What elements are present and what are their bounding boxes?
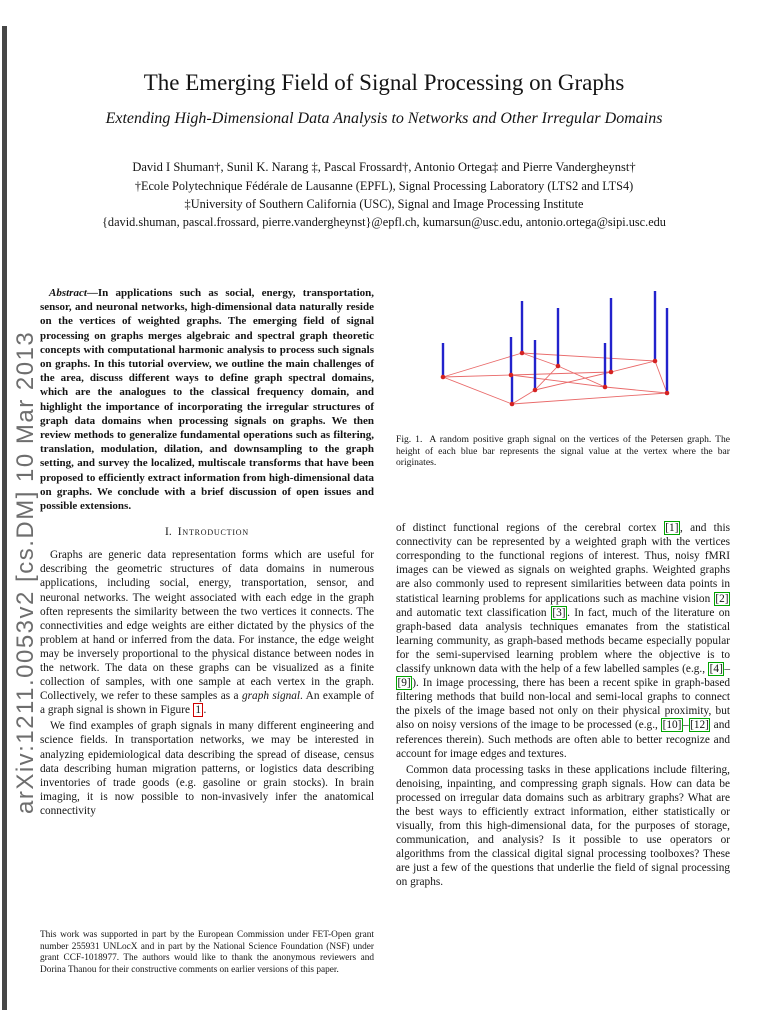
section-title: Introduction [177, 526, 249, 539]
citation-link[interactable]: [2] [715, 592, 729, 605]
petersen-graph-figure [423, 284, 703, 424]
intro-paragraph-2: We find examples of graph signals in many different engineering and science fields. In transportation networks, we may be interested in analyzing epidemiological data describing the spread of disease, census data describing human migration patterns, or logistics data describing inventories of trade goods (e.g. gasoline or grain stocks). In brain imaging, it is now possible to non-invasively infer the anatomical connectivity [40, 720, 374, 817]
authors-line: David I Shuman†, Sunil K. Narang ‡, Pascal Frossard†, Antonio Ortega‡ and Pierre Vandergheynst† [132, 160, 636, 174]
figure-1-caption [396, 434, 730, 469]
paper-header [58, 70, 710, 230]
support-footnote: This work was supported in part by the European Commission under FET-Open grant number 255931 UNLocX and in part by the National Science Foundation (NSF) under grant CCF-1018977. The authors would like to thank the anonymous reviewers and Dorina Thanou for their constructive comments on earlier versions of this paper. [40, 930, 374, 975]
author-emails: {david.shuman, pascal.frossard, pierre.vandergheynst}@epfl.ch, kumarsun@usc.edu, antonio.ortega@sipi.usc.edu [102, 215, 666, 229]
citation-link[interactable]: [1] [665, 522, 679, 535]
body-paragraph-tasks: Common data processing tasks in these applications include filtering, denoising, inpainting, and compressing graph signals. How can data be processed on irregular data domains such as arbitrary graphs? What are the best ways to efficiently extract information, either statistically or visually, from this high-dimensional data, for the purposes of storage, communication, and analysis? Is it possible to use operators or algorithms from the classical digital signal processing toolboxes? These are just a few of the questions that underlie the field of signal processing on graphs. [396, 763, 730, 889]
citation-link[interactable]: [3] [552, 606, 566, 619]
figure-label: Fig. 1. [396, 434, 423, 445]
paper-subtitle: Extending High-Dimensional Data Analysis to Networks and Other Irregular Domains [105, 110, 663, 127]
left-column [40, 280, 374, 818]
citation-link[interactable]: [12] [690, 719, 709, 732]
citation-link[interactable]: [10] [662, 719, 682, 732]
section-number: I. [165, 526, 172, 539]
citation-link[interactable]: [4] [709, 663, 723, 676]
arxiv-stamp: arXiv:1211.0053v2 [cs.DM] 10 Mar 2013 [12, 330, 39, 814]
page-edge-shadow [2, 26, 7, 1010]
paper-title: The Emerging Field of Signal Processing on Graphs [143, 70, 625, 95]
right-column [396, 280, 730, 890]
affiliation-epfl: †Ecole Polytechnique Fédérale de Lausanne (EPFL), Signal Processing Laboratory (LTS2 and LTS4) [134, 179, 634, 193]
citation-link[interactable]: [9] [397, 677, 411, 690]
figure-caption-text: A random positive graph signal on the vertices of the Petersen graph. The height of each blue bar represents the signal value at the vertex where the bar originates. [396, 434, 731, 469]
figure-ref-link[interactable]: 1 [193, 703, 204, 717]
intro-paragraph-1: Graphs are generic data representation forms which are useful for describing the geometric structures of data domains in numerous applications, including social, energy, transportation, sensor, and neuronal networks. The weight associated with each edge in the graph often represents the similarity between the two vertices it connects. The connectivities and edge weights are either dictated by the physics of the problem at hand or inferred from the data. For instance, the edge weight may be inversely proportional to the physical distance between nodes in the network. The data on these graphs can be visualized as a finite collection of samples, with one sample at each vertex in the graph. Collectively, we refer to these samples as a graph signal. An example of a graph signal is shown in Figure 1 . [40, 549, 374, 717]
figure-1 [396, 284, 730, 469]
body-paragraph-cortex: of distinct functional regions of the cerebral cortex [1] , and this connectivity can be represented by a weighted graph with the vertices corresponding to the functional regions of interest. Thus, noisy fMRI images can be viewed as signals on weighted graphs. Weighted graphs are also commonly used to represent similarities between data points in statistical learning problems for applications such as machine vision [2] and automatic text classification [3] . In fact, much of the literature on graph-based data analysis techniques emanates from the statistical learning community, as graph-based methods became especially popular for the semi-supervised learning problem where the objective is to classify unknown data with the help of a few labelled samples (e.g., [4] –[9] ). In image processing, there has been a recent spike in graph-based filtering methods that build non-local and semi-local graphs to connect the pixels of the image based not only on their physical proximity, but also on noisy versions of the image to be processed (e.g., [10] – [12] and references therein). Such methods are often able to better recognize and account for image edges and textures. [396, 522, 730, 760]
section-heading-introduction [40, 526, 374, 538]
abstract-paragraph: Abstract—In applications such as social, energy, transportation, sensor, and neuronal networks, high-dimensional data naturally reside on the vertices of weighted graphs. The emerging field of signal processing on graphs merges algebraic and spectral graph theoretic concepts with computational harmonic analysis to process such signals on graphs. In this tutorial overview, we outline the main challenges of the area, discuss different ways to define graph spectral domains, which are the analogues to the classical frequency domain, and highlight the importance of incorporating the irregular structures of graph data domains when processing signals on graphs. We then review methods to generalize fundamental operations such as filtering, translation, modulation, dilation, and downsampling to the graph setting, and survey the localized, multiscale transforms that have been proposed to efficiently extract information from high-dimensional data on graphs. We conclude with a brief discussion of open issues and possible extensions. [40, 287, 374, 513]
affiliation-usc: ‡University of Southern California (USC), Signal and Image Processing Institute [184, 197, 584, 211]
